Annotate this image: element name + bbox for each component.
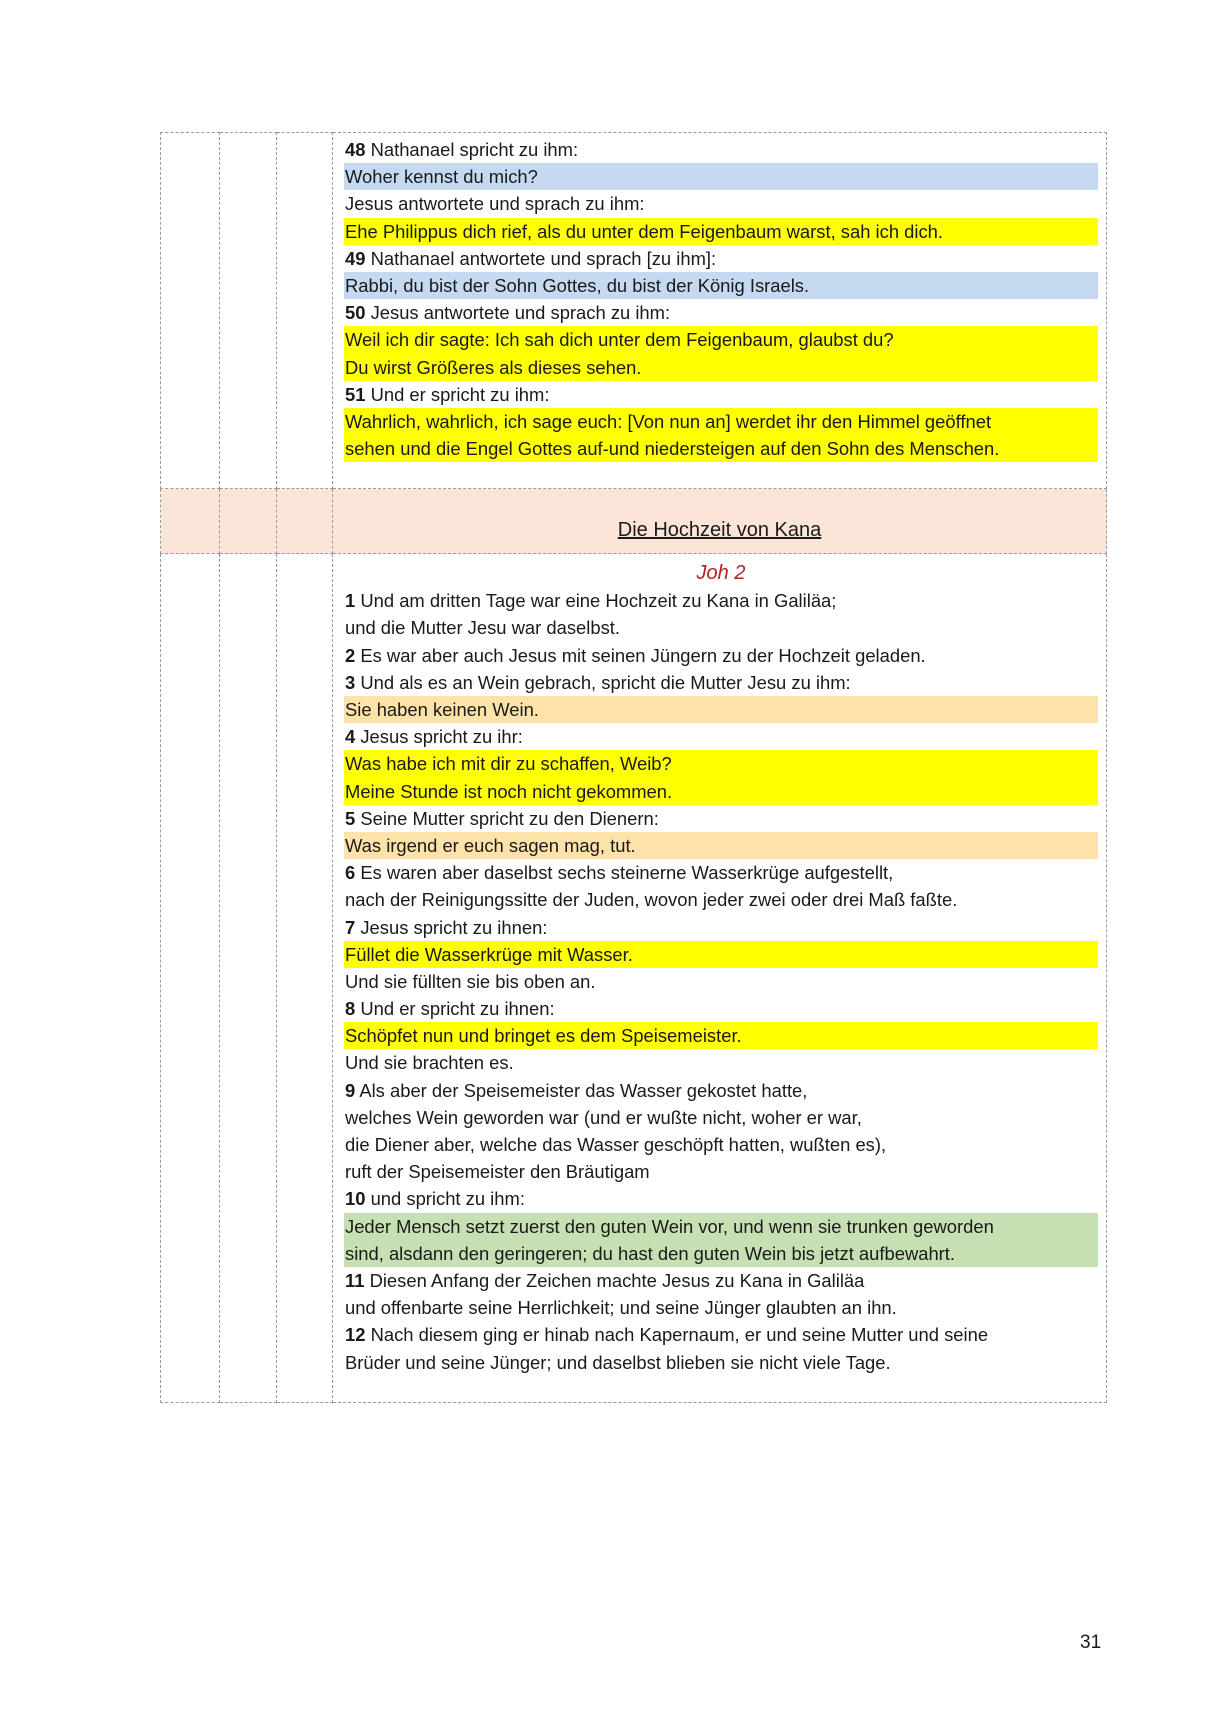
section-heading: Die Hochzeit von Kana — [617, 518, 822, 541]
verse-number: 9 — [345, 1079, 356, 1101]
verse-text: Diesen Anfang der Zeichen machte Jesus zu Kana in Galiläa — [364, 1269, 865, 1291]
verse-text: Du wirst Größeres als dieses sehen. — [345, 356, 642, 378]
verse-text: Es war aber auch Jesus mit seinen Jüngern zu der Hochzeit geladen. — [355, 644, 926, 666]
verse-number: 3 — [345, 671, 356, 693]
verse-text: und die Mutter Jesu war daselbst. — [345, 617, 620, 639]
verse-line — [344, 1049, 1098, 1076]
verse-text: Als aber der Speisemeister das Wasser gekostet hatte, — [355, 1079, 808, 1101]
verse-text: Wahrlich, wahrlich, ich sage euch: [Von nun an] werdet ihr den Himmel geöffnet — [345, 410, 992, 432]
verse-text: Jesus antwortete und sprach zu ihm: — [365, 302, 671, 324]
verse-line — [344, 941, 1098, 968]
empty-cell — [277, 133, 333, 489]
verse-text: Jesus spricht zu ihnen: — [355, 916, 548, 938]
verse-line — [344, 642, 1098, 669]
verse-line — [344, 1321, 1098, 1348]
table-row — [161, 133, 1107, 489]
verse-text: Nach diesem ging er hinab nach Kapernaum, er und seine Mutter und seine — [365, 1324, 989, 1346]
empty-cell — [277, 554, 333, 1402]
verse-text: Was irgend er euch sagen mag, tut. — [345, 834, 636, 856]
empty-cell — [220, 489, 277, 554]
verse-line — [344, 914, 1098, 941]
verse-text: Rabbi, du bist der Sohn Gottes, du bist der König Israels. — [345, 274, 810, 296]
table-row — [161, 489, 1107, 554]
verse-line — [344, 859, 1098, 886]
verse-text: Nathanael antwortete und sprach [zu ihm]: — [365, 247, 717, 269]
verse-line — [344, 614, 1098, 641]
verse-line — [344, 832, 1098, 859]
verse-line — [344, 1294, 1098, 1321]
empty-cell — [161, 133, 220, 489]
verse-text: und spricht zu ihm: — [365, 1188, 525, 1210]
verse-line — [344, 805, 1098, 832]
verse-text: Füllet die Wasserkrüge mit Wasser. — [345, 943, 633, 965]
empty-cell — [161, 489, 220, 554]
verse-line — [344, 326, 1098, 353]
verse-line — [344, 163, 1098, 190]
verse-number: 2 — [345, 644, 356, 666]
verse-text: Es waren aber daselbst sechs steinerne Wasserkrüge aufgestellt, — [355, 862, 894, 884]
verse-text: nach der Reinigungssitte der Juden, wovon jeder zwei oder drei Maß faßte. — [345, 889, 958, 911]
empty-cell — [161, 554, 220, 1402]
verse-line — [344, 435, 1098, 462]
verses-block-1 — [333, 133, 1107, 489]
verse-text: Brüder und seine Jünger; und daselbst blieben sie nicht viele Tage. — [345, 1351, 891, 1373]
table-row — [161, 554, 1107, 1402]
verse-number: 11 — [345, 1269, 365, 1291]
verse-line — [344, 1185, 1098, 1212]
verse-line — [344, 1158, 1098, 1185]
verse-number: 6 — [345, 862, 356, 884]
verse-line — [344, 1022, 1098, 1049]
verse-number: 8 — [345, 998, 356, 1020]
verse-line — [344, 1131, 1098, 1158]
verse-text: Und er spricht zu ihnen: — [355, 998, 555, 1020]
verse-line — [344, 1104, 1098, 1131]
empty-cell — [277, 489, 333, 554]
verse-text: Was habe ich mit dir zu schaffen, Weib? — [345, 753, 672, 775]
verse-line — [344, 723, 1098, 750]
verse-text: sehen und die Engel Gottes auf-und niedersteigen auf den Sohn des Menschen. — [345, 438, 1000, 460]
verse-line — [344, 886, 1098, 913]
verse-line — [344, 669, 1098, 696]
verse-text: Schöpfet nun und bringet es dem Speisemeister. — [345, 1025, 742, 1047]
verse-text: und offenbarte seine Herrlichkeit; und seine Jünger glaubten an ihn. — [345, 1297, 897, 1319]
page-number: 31 — [1080, 1632, 1102, 1653]
verse-line — [344, 408, 1098, 435]
heading-cell — [333, 489, 1107, 554]
verse-text: Ehe Philippus dich rief, als du unter dem Feigenbaum warst, sah ich dich. — [345, 220, 944, 242]
chapter-reference: Joh 2 — [696, 562, 746, 585]
verse-text: Und sie brachten es. — [345, 1052, 514, 1074]
verse-text: Und am dritten Tage war eine Hochzeit zu Kana in Galiläa; — [355, 590, 837, 612]
verse-line — [344, 995, 1098, 1022]
verse-text: Seine Mutter spricht zu den Dienern: — [355, 807, 659, 829]
verse-line — [344, 136, 1098, 163]
verse-number: 7 — [345, 916, 356, 938]
verses-block-2 — [333, 554, 1107, 1402]
scripture-table — [160, 132, 1107, 1403]
empty-cell — [220, 133, 277, 489]
verse-line — [344, 245, 1098, 272]
verse-text: ruft der Speisemeister den Bräutigam — [345, 1161, 650, 1183]
verse-line — [344, 1349, 1098, 1376]
verse-line — [344, 218, 1098, 245]
verse-text: Jesus antwortete und sprach zu ihm: — [345, 193, 645, 215]
verse-line — [344, 587, 1098, 614]
verse-number: 51 — [345, 383, 366, 405]
empty-cell — [220, 554, 277, 1402]
verse-text: Nathanael spricht zu ihm: — [365, 139, 579, 160]
verse-line — [344, 696, 1098, 723]
verse-line — [344, 272, 1098, 299]
verse-text: Und sie füllten sie bis oben an. — [345, 970, 596, 992]
verse-line — [344, 1077, 1098, 1104]
verse-number: 5 — [345, 807, 356, 829]
verse-text: welches Wein geworden war (und er wußte nicht, woher er war, — [345, 1106, 862, 1128]
verse-text: Und als es an Wein gebrach, spricht die Mutter Jesu zu ihm: — [355, 671, 851, 693]
verse-text: Jesus spricht zu ihr: — [355, 726, 523, 748]
verse-number: 12 — [345, 1324, 366, 1346]
verse-line — [344, 1240, 1098, 1267]
verse-line — [344, 299, 1098, 326]
verse-number: 50 — [345, 302, 366, 324]
verse-number: 48 — [345, 139, 366, 160]
verse-number: 1 — [345, 590, 356, 612]
verse-text: Meine Stunde ist noch nicht gekommen. — [345, 780, 673, 802]
verse-number: 4 — [345, 726, 356, 748]
verse-line — [344, 1213, 1098, 1240]
verse-number: 49 — [345, 247, 366, 269]
verse-text: sind, alsdann den geringeren; du hast den guten Wein bis jetzt aufbewahrt. — [345, 1242, 956, 1264]
verse-text: Weil ich dir sagte: Ich sah dich unter dem Feigenbaum, glaubst du? — [345, 329, 894, 351]
verse-line — [344, 381, 1098, 408]
verse-text: Sie haben keinen Wein. — [345, 699, 539, 720]
verse-line — [344, 968, 1098, 995]
verse-number: 10 — [345, 1188, 366, 1210]
verse-line — [344, 778, 1098, 805]
verse-text: Jeder Mensch setzt zuerst den guten Wein vor, und wenn sie trunken geworden — [345, 1215, 994, 1237]
verse-text: Und er spricht zu ihm: — [365, 383, 550, 405]
verse-line — [344, 1267, 1098, 1294]
verse-text: die Diener aber, welche das Wasser geschöpft hatten, wußten es), — [345, 1134, 887, 1155]
verse-line — [344, 190, 1098, 217]
verse-line — [344, 354, 1098, 381]
verse-text: Woher kennst du mich? — [345, 166, 538, 188]
verse-line — [344, 750, 1098, 777]
